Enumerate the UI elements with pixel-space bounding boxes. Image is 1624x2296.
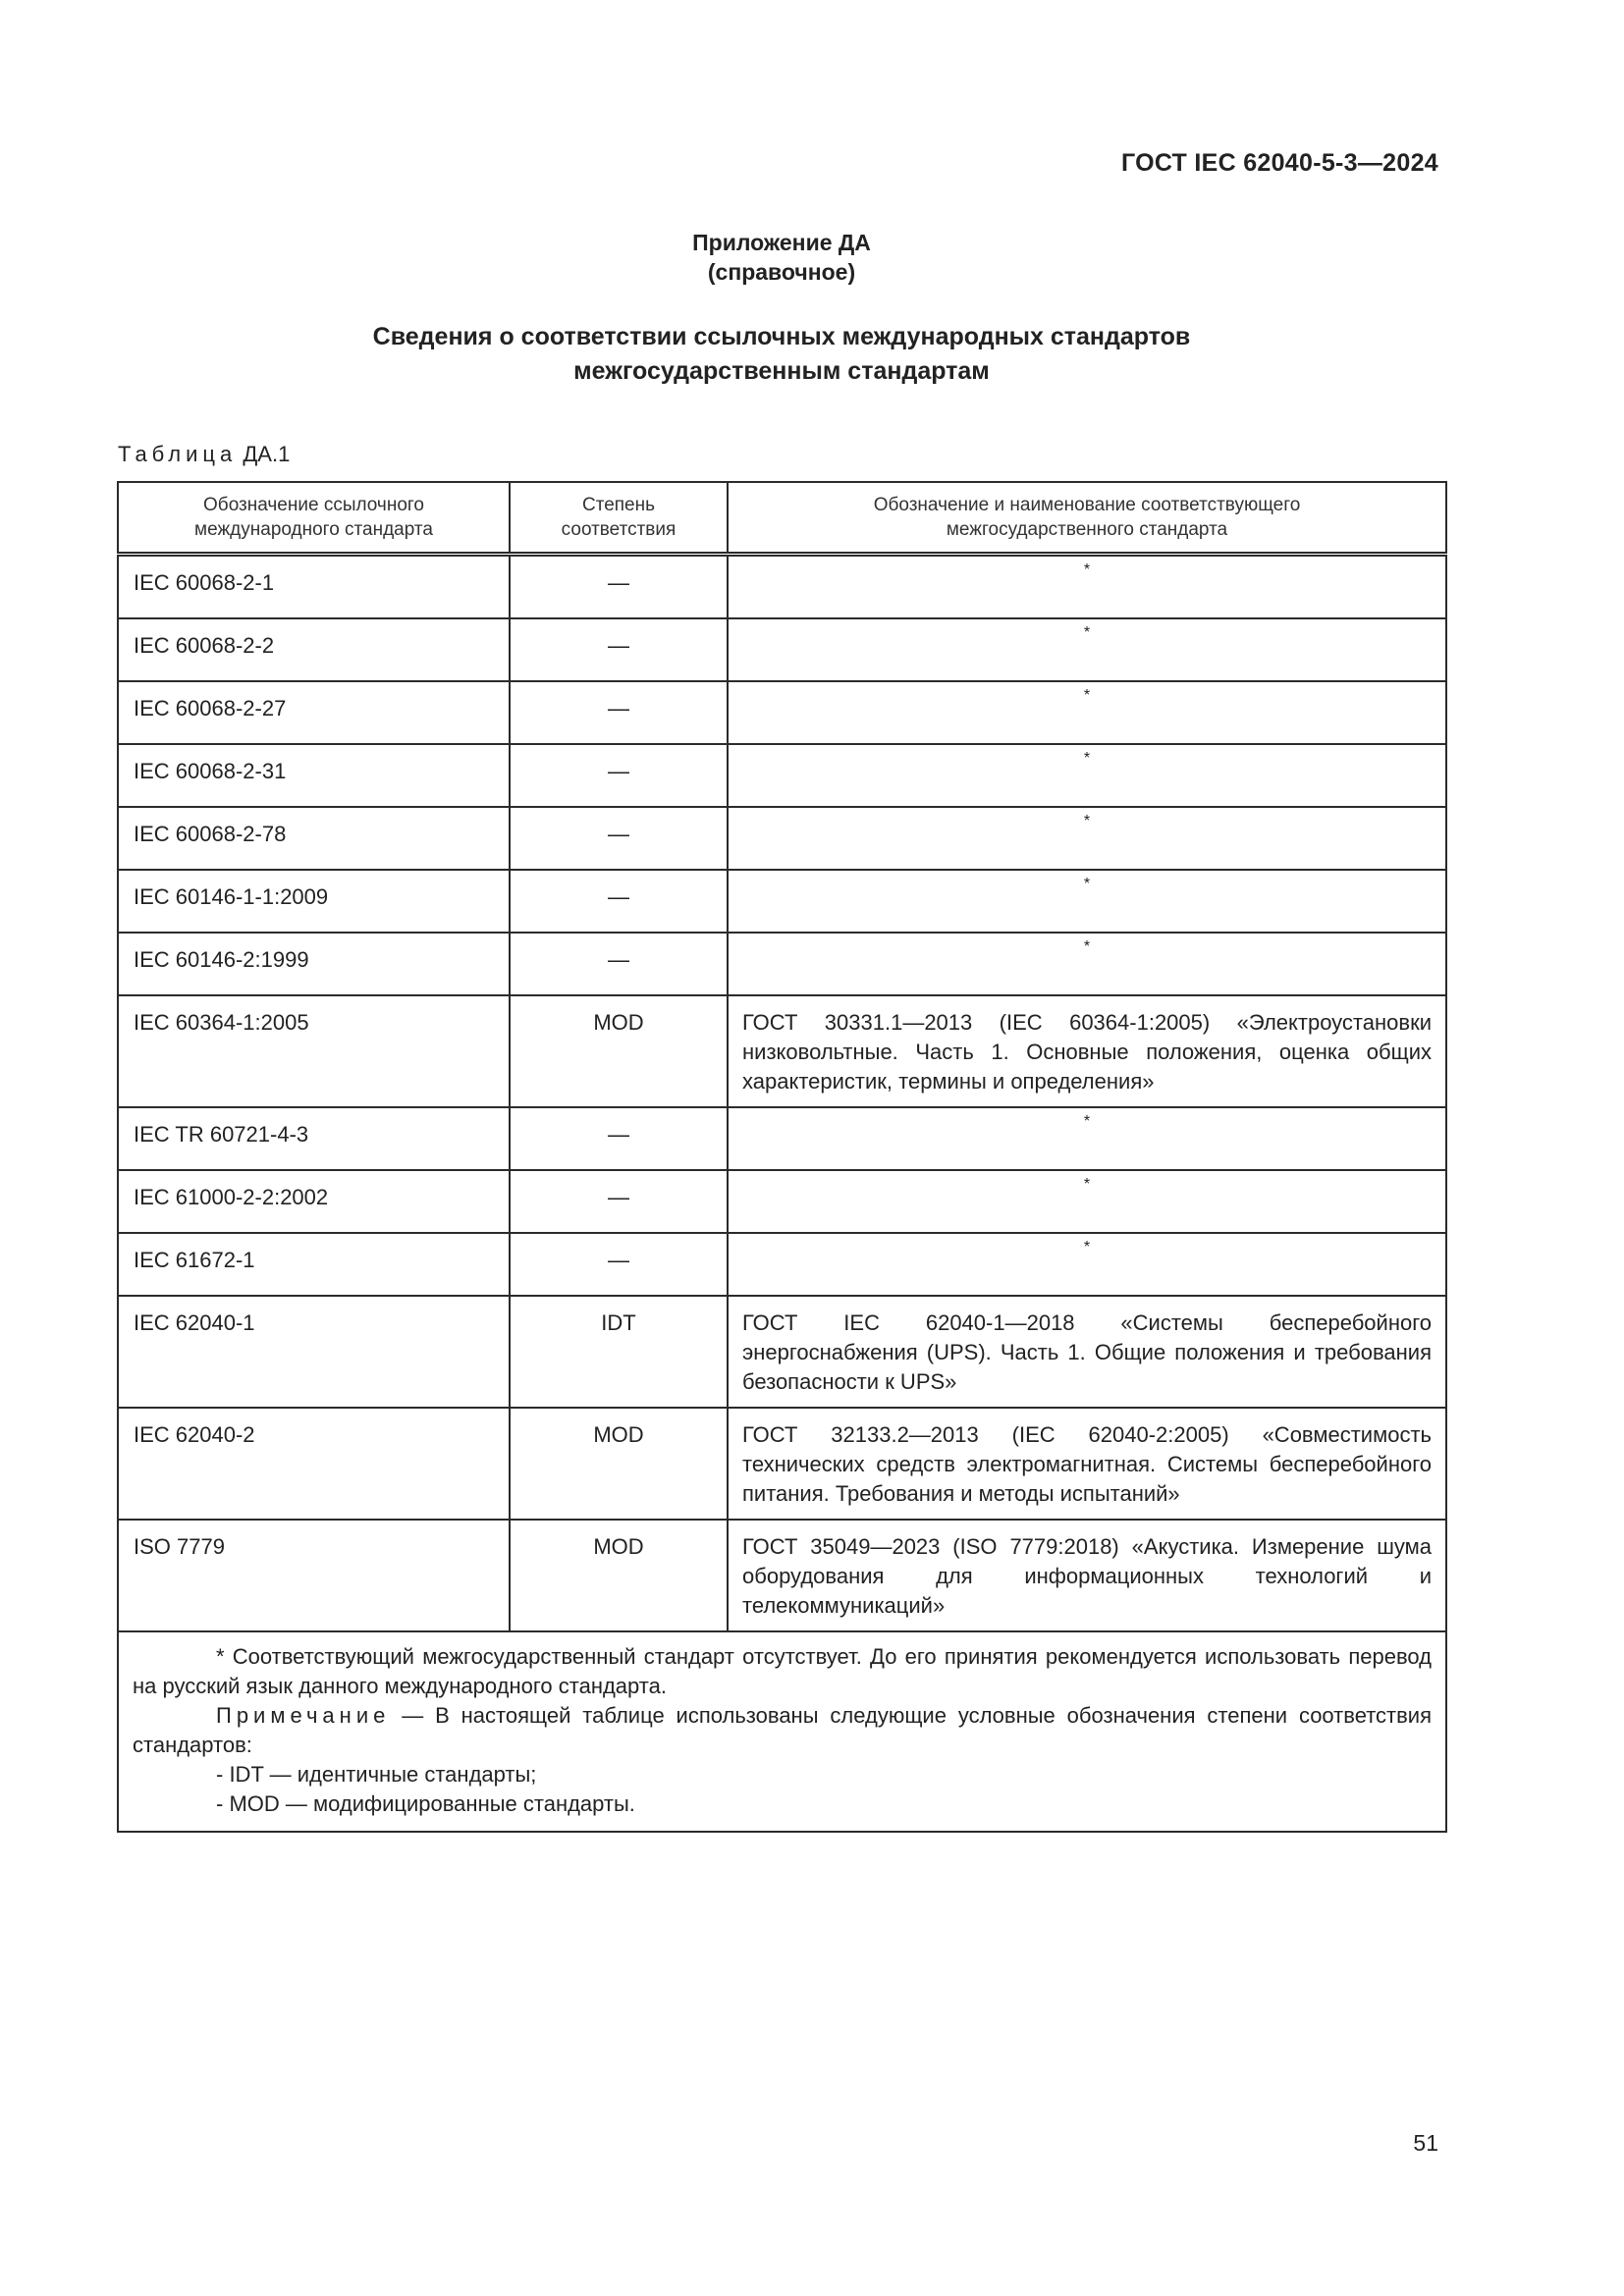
table-row [118, 618, 1446, 681]
table-row [118, 807, 1446, 870]
reference-standard-cell: IEC 60068-2-78 [118, 807, 510, 870]
reference-standard-cell: IEC TR 60721-4-3 [118, 1107, 510, 1170]
reference-standard-cell: IEC 61000-2-2:2002 [118, 1170, 510, 1233]
table-row [118, 1296, 1446, 1408]
degree-cell: — [510, 744, 728, 807]
table-row [118, 1408, 1446, 1520]
gost-standard-cell: * [728, 1107, 1446, 1170]
gost-standard-cell: ГОСТ 35049—2023 (ISO 7779:2018) «Акустика. Измерение шума оборудования для информационных технологий и телекоммуникаций» [728, 1520, 1446, 1631]
note-item-idt: - IDT — идентичные стандарты; [216, 1762, 537, 1787]
reference-standard-cell: IEC 60068-2-27 [118, 681, 510, 744]
note-item-mod: - MOD — модифицированные стандарты. [216, 1791, 635, 1816]
degree-cell: MOD [510, 1520, 728, 1631]
note [133, 1701, 1432, 1760]
document-code: ГОСТ IEC 62040-5-3—2024 [1120, 149, 1438, 177]
gost-standard-cell: * [728, 555, 1446, 619]
table-caption-number: ДА.1 [243, 442, 291, 466]
gost-standard-cell: * [728, 1170, 1446, 1233]
section-title-line-1: Сведения о соответствии ссылочных международных стандартов [372, 323, 1191, 350]
gost-standard-cell: * [728, 807, 1446, 870]
table-caption [118, 442, 290, 467]
reference-standard-cell: IEC 62040-1 [118, 1296, 510, 1408]
reference-standard-cell: IEC 60068-2-1 [118, 555, 510, 619]
gost-standard-cell: ГОСТ IEC 62040-1—2018 «Системы бесперебойного энергоснабжения (UPS). Часть 1. Общие положения и требования безопасности к UPS» [728, 1296, 1446, 1408]
degree-cell: — [510, 1170, 728, 1233]
table-row [118, 1233, 1446, 1296]
table-row [118, 681, 1446, 744]
gost-standard-cell: * [728, 744, 1446, 807]
degree-cell: — [510, 933, 728, 995]
column-header-degree: Степень соответствия [510, 482, 728, 555]
degree-cell: — [510, 870, 728, 933]
table-row [118, 870, 1446, 933]
table-row [118, 1520, 1446, 1631]
note-label: Примечание [216, 1703, 391, 1728]
degree-cell: — [510, 1233, 728, 1296]
reference-standard-cell: IEC 60068-2-31 [118, 744, 510, 807]
table-footnote [118, 1631, 1446, 1832]
column-header-gost: Обозначение и наименование соответствующего межгосударственного стандарта [728, 482, 1446, 555]
reference-standard-cell: IEC 61672-1 [118, 1233, 510, 1296]
degree-cell: — [510, 618, 728, 681]
reference-standard-cell: IEC 60146-1-1:2009 [118, 870, 510, 933]
table-row [118, 1107, 1446, 1170]
gost-standard-cell: * [728, 933, 1446, 995]
degree-cell: — [510, 1107, 728, 1170]
degree-cell: — [510, 555, 728, 619]
degree-cell: IDT [510, 1296, 728, 1408]
table-row [118, 995, 1446, 1107]
gost-standard-cell: * [728, 870, 1446, 933]
correspondence-table [117, 481, 1447, 1833]
page-number: 51 [1413, 2130, 1438, 2156]
section-title-line-2: межгосударственным стандартам [573, 357, 990, 385]
degree-cell: MOD [510, 995, 728, 1107]
degree-cell: — [510, 807, 728, 870]
note-text: — В настоящей таблице использованы следующие условные обозначения степени соответствия стандартов: [133, 1703, 1432, 1757]
reference-standard-cell: IEC 62040-2 [118, 1408, 510, 1520]
gost-standard-cell: * [728, 618, 1446, 681]
appendix-title: Приложение ДА [692, 230, 871, 255]
reference-standard-cell: ISO 7779 [118, 1520, 510, 1631]
star-footnote: * Соответствующий межгосударственный стандарт отсутствует. До его принятия рекомендуется использовать перевод на русский язык данного международного стандарта. [133, 1644, 1432, 1698]
table-row [118, 1170, 1446, 1233]
column-header-reference: Обозначение ссылочного международного стандарта [118, 482, 510, 555]
table-row [118, 555, 1446, 619]
appendix-heading [0, 228, 1563, 287]
table-footnote-row [118, 1631, 1446, 1832]
table-header-row [118, 482, 1446, 555]
section-title [0, 320, 1563, 389]
appendix-subtitle: (справочное) [707, 259, 856, 285]
degree-cell: — [510, 681, 728, 744]
gost-standard-cell: * [728, 1233, 1446, 1296]
gost-standard-cell: ГОСТ 30331.1—2013 (IEC 60364-1:2005) «Электроустановки низковольтные. Часть 1. Основные положения, оценка общих характеристик, термины и определения» [728, 995, 1446, 1107]
gost-standard-cell: ГОСТ 32133.2—2013 (IEC 62040-2:2005) «Совместимость технических средств электромагнитная. Системы бесперебойного питания. Требования и методы испытаний» [728, 1408, 1446, 1520]
table-caption-label: Таблица [118, 442, 238, 466]
reference-standard-cell: IEC 60364-1:2005 [118, 995, 510, 1107]
reference-standard-cell: IEC 60146-2:1999 [118, 933, 510, 995]
table-row [118, 933, 1446, 995]
gost-standard-cell: * [728, 681, 1446, 744]
table-row [118, 744, 1446, 807]
reference-standard-cell: IEC 60068-2-2 [118, 618, 510, 681]
degree-cell: MOD [510, 1408, 728, 1520]
